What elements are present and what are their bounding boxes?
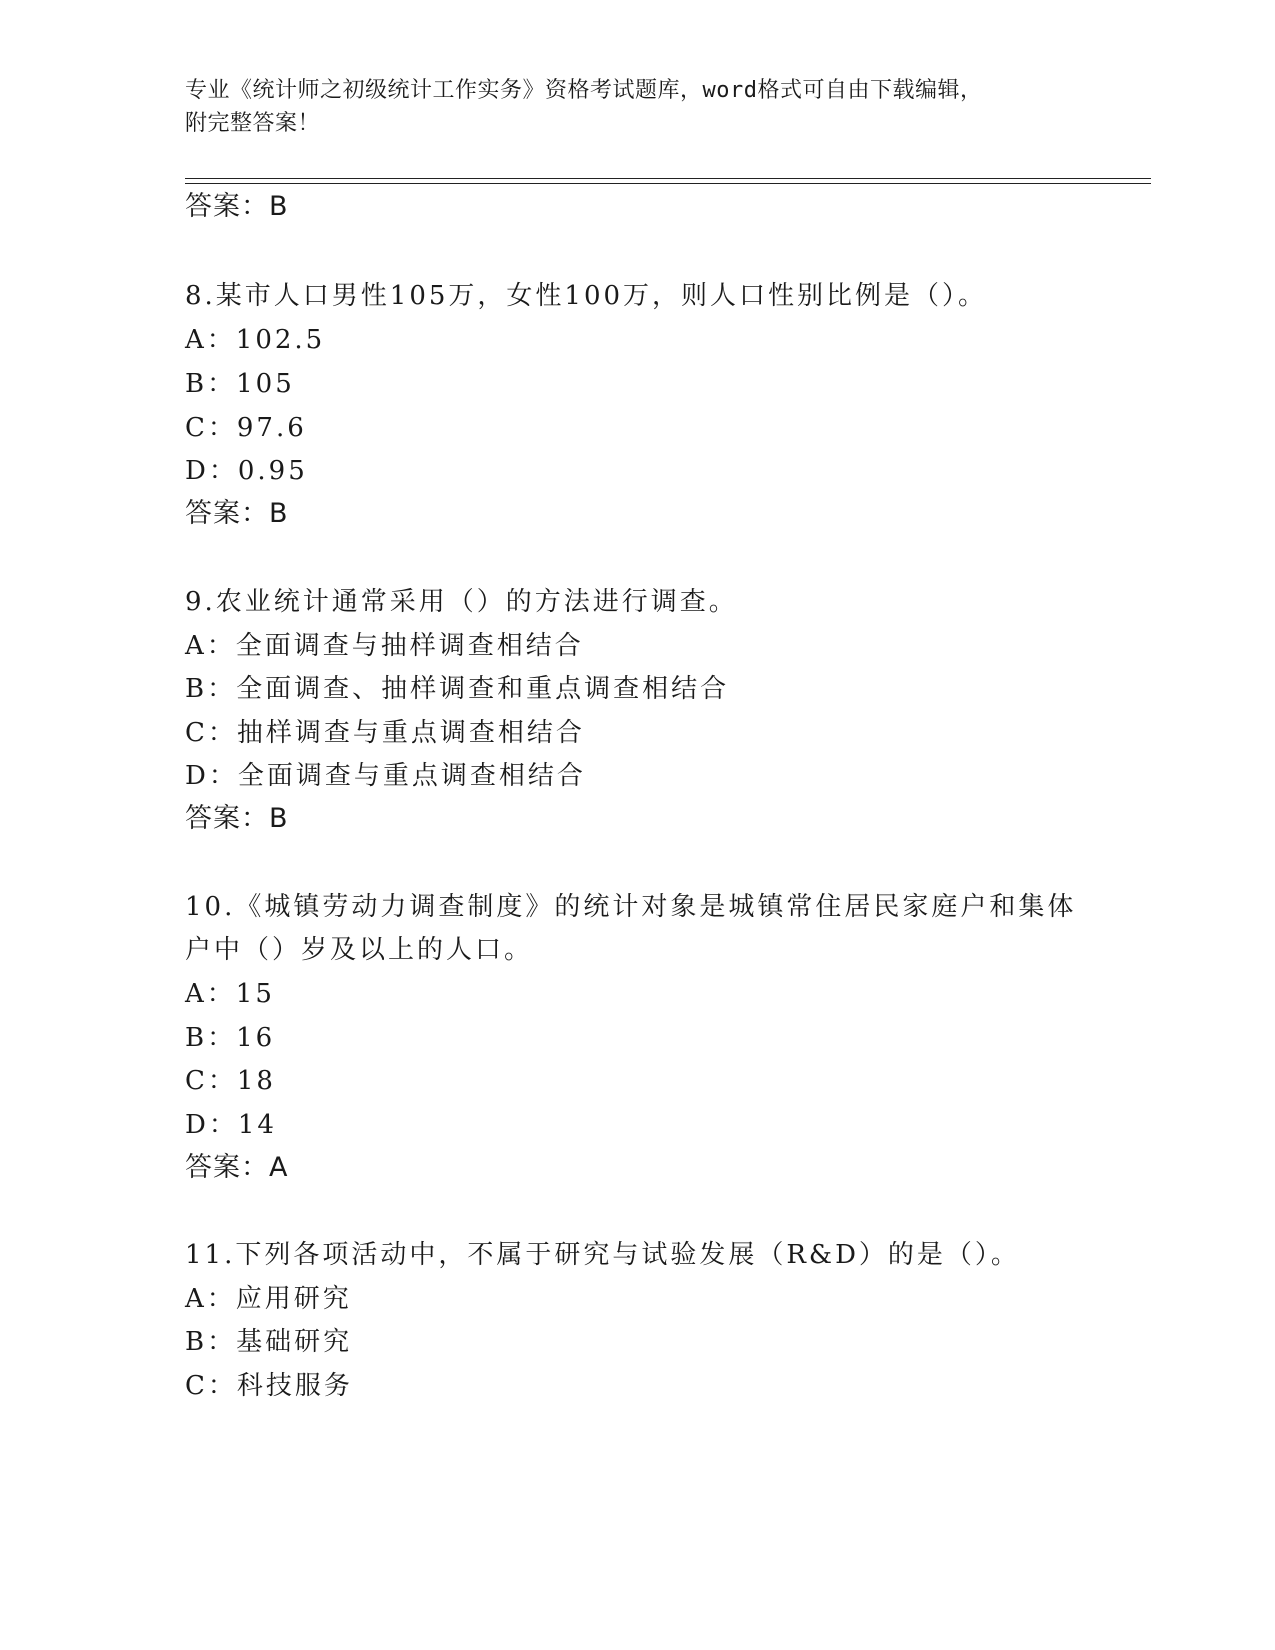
document-header [185, 74, 1085, 140]
question-8-option-d: D：0.95 [185, 456, 308, 486]
question-9-option-c: C：抽样调查与重点调查相结合 [185, 718, 585, 748]
question-8-stem: 8.某市人口男性105万，女性100万，则人口性别比例是（）。 [185, 281, 988, 311]
question-10-stem-line-2: 户中（）岁及以上的人口。 [185, 935, 534, 965]
question-11-stem: 11.下列各项活动中，不属于研究与试验发展（R&D）的是（）。 [185, 1240, 1020, 1270]
question-9-stem: 9.农业统计通常采用（）的方法进行调查。 [185, 587, 738, 617]
question-10-option-d: D：14 [185, 1110, 277, 1140]
header-line-2: 附完整答案！ [185, 111, 321, 136]
question-9-answer: 答案：B [185, 803, 289, 834]
question-10-answer: 答案：A [185, 1152, 289, 1183]
question-10-option-b: B：16 [185, 1023, 276, 1053]
question-9-option-a: A：全面调查与抽样调查相结合 [185, 631, 584, 661]
question-8-option-a: A：102.5 [185, 325, 326, 355]
question-9-option-b: B：全面调查、抽样调查和重点调查相结合 [185, 674, 730, 704]
question-8-option-b: B：105 [185, 369, 295, 399]
header-line-1: 专业《统计师之初级统计工作实务》资格考试题库，word格式可自由下载编辑， [185, 78, 983, 103]
question-11-option-a: A：应用研究 [185, 1284, 352, 1314]
question-11-option-b: B：基础研究 [185, 1327, 353, 1357]
header-divider-bottom [185, 183, 1151, 184]
question-10-option-c: C：18 [185, 1066, 276, 1096]
question-8-option-c: C：97.6 [185, 413, 307, 443]
question-10-option-a: A：15 [185, 979, 275, 1009]
question-9-option-d: D：全面调查与重点调查相结合 [185, 761, 586, 791]
previous-answer: 答案：B [185, 191, 289, 222]
question-8-answer: 答案：B [185, 498, 289, 529]
question-10-stem-line-1: 10.《城镇劳动力调查制度》的统计对象是城镇常住居民家庭户和集体 [185, 892, 1077, 922]
header-divider-top [185, 178, 1151, 179]
question-11-option-c: C：科技服务 [185, 1371, 353, 1401]
